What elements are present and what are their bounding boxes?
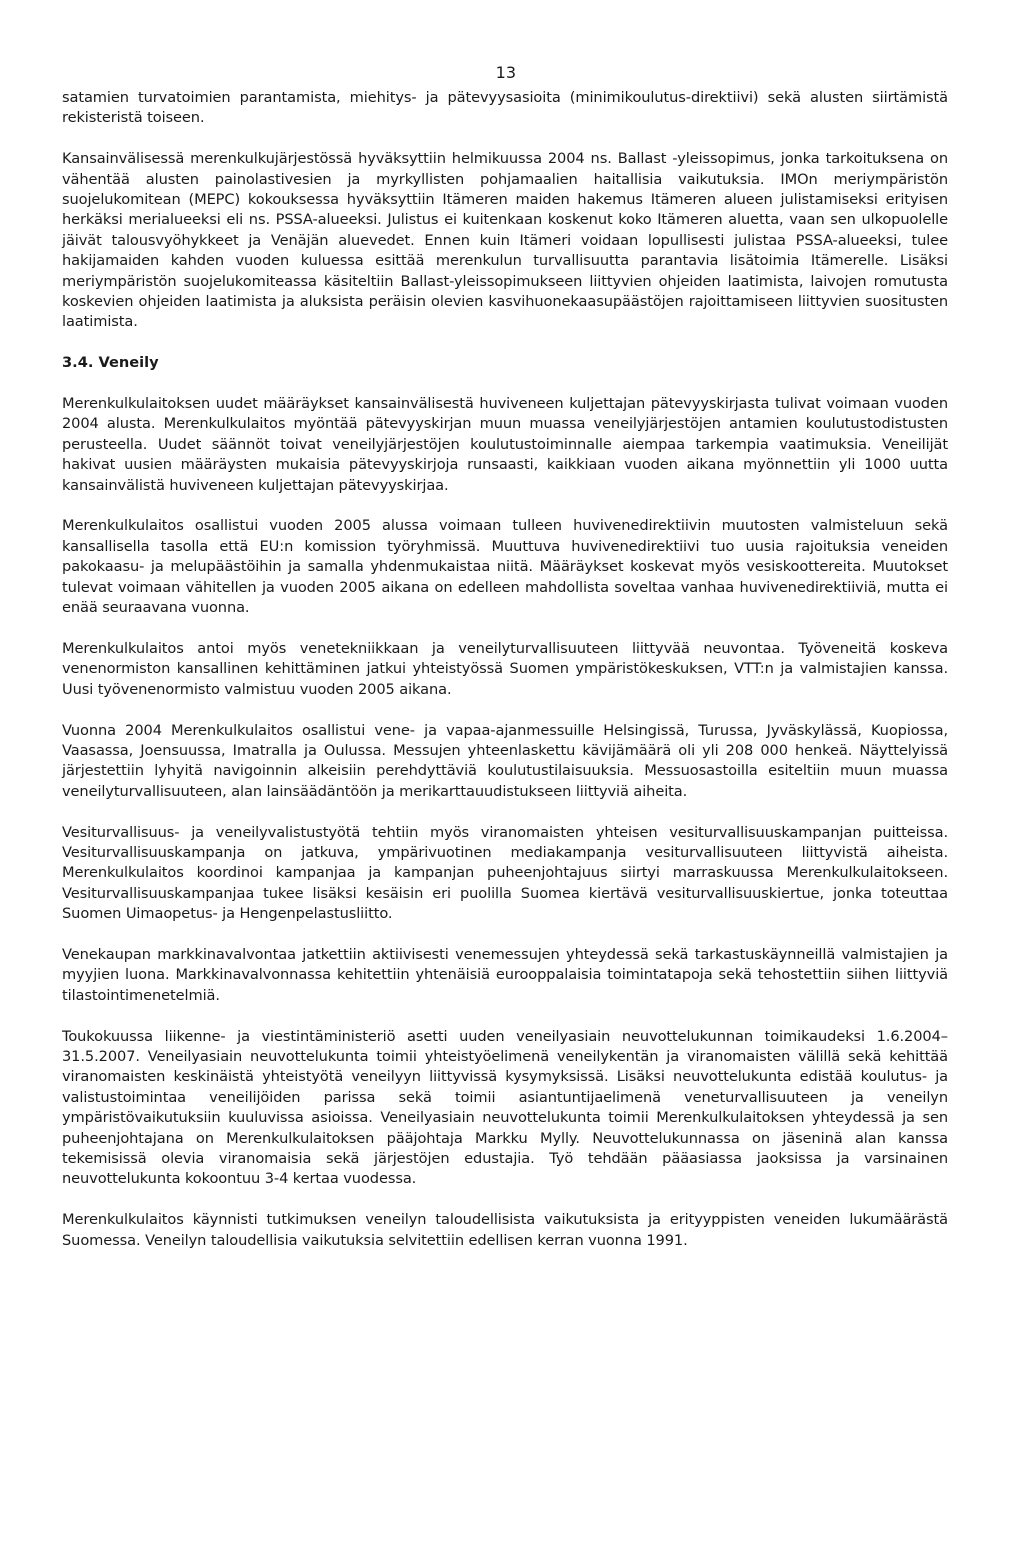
page-number: 13 xyxy=(495,63,516,82)
document-page xyxy=(62,58,948,1271)
paragraph-fairs: Vuonna 2004 Merenkulkulaitos osallistui vene- ja vapaa-ajanmessuille Helsingissä, Turussa, Jyväskylässä, Kuopiossa, Vaasassa, Joensuussa, Imatralla ja Oulussa. Messujen yhteenlaskettu kävijämäärä oli yli 208 000 henkeä. Näyttelyissä järjestettiin lyhyitä navigoinnin alkeisiin perehdyttäviä koulutustilaisuuksia. Messuosastoilla esiteltiin muun muassa veneilyturvallisuuteen, alan lainsäädäntöön ja merikarttauudistukseen liittyviä aiheita. xyxy=(62,721,948,800)
paragraph-campaign: Vesiturvallisuus- ja veneilyvalistustyötä tehtiin myös viranomaisten yhteisen vesiturvallisuuskampanjan puitteissa. Vesiturvallisuuskampanja on jatkuva, ympärivuotinen mediakampanja vesiturvallisuuteen liittyvistä aiheista. Merenkulkulaitos koordinoi kampanjaa ja kampanjan puheenjohtajuus siirtyi marraskuussa Merenkulkulaitokseen. Vesiturvallisuuskampanjaa tukee lisäksi kesäisin eri puolilla Suomea kiertävä vesiturvallisuuskiertue, jonka toteuttaa Suomen Uimaopetus- ja Hengenpelastusliitto. xyxy=(62,823,948,923)
paragraph-advice: Merenkulkulaitos antoi myös venetekniikkaan ja veneilyturvallisuuteen liittyvää neuvontaa. Työveneitä koskeva venenormiston kansallinen kehittäminen jatkui yhteistyössä Suomen ympäristökeskuksen, VTT:n ja valmistajien kanssa. Uusi työvenenormisto valmistuu vuoden 2005 aikana. xyxy=(62,639,948,698)
paragraph-study: Merenkulkulaitos käynnisti tutkimuksen veneilyn taloudellisista vaikutuksista ja erityyppisten veneiden lukumäärästä Suomessa. Veneilyn taloudellisia vaikutuksia selvitettiin edellisen kerran vuonna 1991. xyxy=(62,1211,948,1249)
section-heading: 3.4. Veneily xyxy=(62,354,159,372)
paragraph-licences: Merenkulkulaitoksen uudet määräykset kansainvälisestä huviveneen kuljettajan pätevyyskirjasta tulivat voimaan vuoden 2004 alusta. Merenkulkulaitos myöntää pätevyyskirjan muun muassa veneilyjärjestöjen antamien koulutustodistusten perusteella. Uudet säännöt toivat veneilyjärjestöjen koulutustoiminnalle aiempaa tarkempia vaatimuksia. Veneilijät hakivat uusien määräysten mukaisia pätevyyskirjoja runsaasti, kaikkiaan vuoden aikana myönnettiin yli 1000 uutta kansainvälistä huviveneen kuljettajan pätevyyskirjaa. xyxy=(62,395,948,494)
paragraph-market-surveillance: Venekaupan markkinavalvontaa jatkettiin aktiivisesti venemessujen yhteydessä sekä tarkastuskäynneillä valmistajien ja myyjien luona. Markkinavalvonnassa kehitettiin yhtenäisiä eurooppalaisia toimintatapoja sekä tehostettiin siihen liittyviä tilastointimenetelmiä. xyxy=(62,945,948,1004)
paragraph-committee: Toukokuussa liikenne- ja viestintäministeriö asetti uuden veneilyasiain neuvottelukunnan toimikaudeksi 1.6.2004–31.5.2007. Veneilyasiain neuvottelukunta toimii yhteistyöelimenä veneilykentän ja viranomaisten välillä sekä kehittää viranomaisten keskinäistä yhteistyötä veneilyyn liittyvissä kysymyksissä. Lisäksi neuvottelukunta edistää koulutus- ja valistustoimintaa veneilijöiden parissa sekä toimii asiantuntijaelimenä veneturvallisuuteen ja veneilyn ympäristövaikutuksiin kuuluvissa asioissa. Veneilyasiain neuvottelukunta toimii Merenkulkulaitoksen yhteydessä ja sen puheenjohtajana on Merenkulkulaitoksen pääjohtaja Markku Mylly. Neuvottelukunnassa on jäseninä alan kanssa tekemisissä olevia viranomaisia sekä järjestöjen edustajia. Työ tehdään pääasiassa jaoksissa ja varsinainen neuvottelukunta kokoontuu 3-4 kertaa vuodessa. xyxy=(62,1027,948,1188)
paragraph-directive: Merenkulkulaitos osallistui vuoden 2005 alussa voimaan tulleen huvivenedirektiivin muutosten valmisteluun sekä kansallisella tasolla että EU:n komission työryhmissä. Muuttuva huvivenedirektiivi tuo uusia rajoituksia veneiden pakokaasu- ja melupäästöihin ja samalla yhdenmukaistaa niitä. Määräykset koskevat myös vesiskoottereita. Muutokset tulevat voimaan vähitellen ja vuoden 2005 aikana on edelleen mahdollista soveltaa vanhaa huvivenedirektiiviä, mutta ei enää seuraavana vuonna. xyxy=(62,517,948,617)
paragraph-intro: satamien turvatoimien parantamista, miehitys- ja pätevyysasioita (minimikoulutus-direktiivi) sekä alusten siirtämistä rekisteristä toiseen. xyxy=(62,89,948,127)
paragraph-ballast: Kansainvälisessä merenkulkujärjestössä hyväksyttiin helmikuussa 2004 ns. Ballast -yleissopimus, jonka tarkoituksena on vähentää alusten painolastivesien ja myrkyllisten pohjamaalien haitallisia vaikutuksia. IMOn meriympäristön suojelukomitean (MEPC) kokouksessa hyväksyttiin Itämeren maiden hakemus Itämeren alueen julistamiseksi erityisen herkäksi merialueeksi eli ns. PSSA-alueeksi. Julistus ei kuitenkaan koskenut koko Itämeren aluetta, vaan sen ulkopuolelle jäivät talousvyöhykkeet ja Venäjän aluevedet. Ennen kuin Itämeri voidaan lopullisesti julistaa PSSA-alueeksi, tulee hakijamaiden kahden vuoden kuluessa esittää merenkulun turvallisuutta parantavia lisätoimia Itämerelle. Lisäksi meriympäristön suojelukomiteassa käsiteltiin Ballast-yleissopimukseen liittyvien ohjeiden laatimista, laivojen romutusta koskevien ohjeiden laatimista ja aluksista peräisin olevien kasvihuonekaasupäästöjen rajoittamiseen liittyvien suositusten laatimista. xyxy=(62,150,948,331)
